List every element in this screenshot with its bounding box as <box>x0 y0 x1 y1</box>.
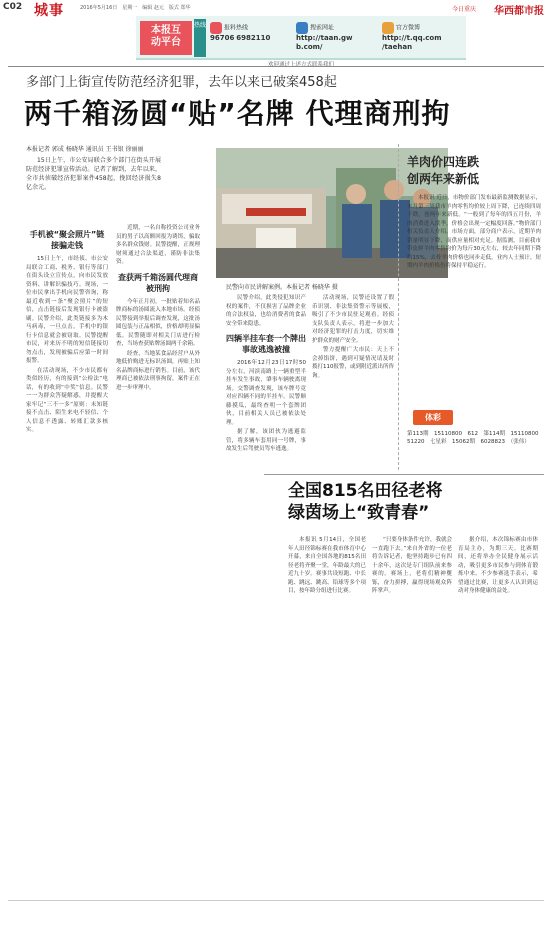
article-paragraph: 在活动现场，不少市民都有类似经历，有的接到“公检法”电话，有的收到“中奖”信息。民警一一为群众答疑解惑，并提醒大家牢记“三不一多”原则：未知链接不点击、陌生来电不轻信、个人信息不透露、转账汇款多核实。 <box>26 367 108 433</box>
article-column-1 <box>26 224 108 470</box>
article-paragraph: 2016年12月23日17时50分左右，河滨南路上一辆重型半挂车发生事故，肇事车辆驶离现场。交警调查发现，该车牌号竟对应四辆不同的半挂车。民警顺藤摸瓜，最终查明一个套牌团伙，目前相关人员已被依法处理。 <box>226 360 306 426</box>
channel-name: 搜索网址 <box>310 24 335 32</box>
article-paragraph: 15日上午，市经侦、市公安局联合工商、税务、银行等部门在街头设立宣传点，向市民发放资料、讲解识骗技巧。现场，一位市民拿出手机向民警咨询，称最近收到一条“聚会照片”的短信，点击链接后发现银行卡被盗刷。民警介绍，此类链接多为木马病毒，一旦点击，手机中的银行卡信息就会被窃取。民警提醒市民，对来历不明的短信链接切勿点击，发现被骗后应第一时间报警。 <box>26 256 108 364</box>
sidebar-title-line: 羊肉价四连跌 <box>407 155 480 169</box>
hotline-tag: 热线 <box>194 19 206 57</box>
interaction-banner <box>136 16 466 68</box>
lower-headline-line: 绿茵场上“致青春” <box>288 503 430 523</box>
masthead <box>0 0 550 19</box>
lower-column-2 <box>372 536 452 712</box>
section-title: 城事 <box>34 3 64 19</box>
article-paragraph: “只要身体条件允许，我就会一直跑下去。”来自外省的一位老将告诉记者，他坚持跑步已有四十余年，这次是专门组队前来参赛的。赛场上，老将们精神矍铄，奋力拼搏，赢得现场观众阵阵掌声。 <box>372 537 452 594</box>
channel-extra: /taehan <box>382 43 413 51</box>
channel-name: 官方微博 <box>396 24 421 32</box>
subhead: 手机被“聚会照片”链接骗走钱 <box>29 230 105 250</box>
globe-icon <box>296 22 308 34</box>
article-column-3 <box>226 294 306 470</box>
banner-title-line: 动平台 <box>151 37 181 48</box>
lower-column-3 <box>458 536 538 712</box>
sidebar-title-line: 创两年来新低 <box>407 172 480 186</box>
phone-icon <box>210 22 222 34</box>
article-paragraph: 本报讯 5月14日，全国老年人田径锦标赛在我市体育中心开幕，来自全国各地的815名田径老将齐聚一堂，年龄最大的已近九十岁。赛事共设短跑、中长跑、跳远、跳高、铅球等多个项目，按年龄分组进行比赛。 <box>288 537 366 594</box>
article-paragraph: 民警介绍，此类侵犯知识产权的案件，不仅损害了品牌企业的合法权益，也给消费者的食品安全带来隐患。 <box>226 295 306 327</box>
newspaper-logo: 华西都市报 <box>494 6 544 17</box>
byline: 本报记者 郭成 杨晓华 通讯员 王书银 徐丽丽 <box>26 146 144 153</box>
channel-extra: 6982110 <box>236 34 271 42</box>
lower-headline <box>288 480 443 524</box>
date-line: 2016年5月16日 星期一 编辑 赵元 版式 郑华 <box>80 5 191 11</box>
article-column-4 <box>312 294 394 470</box>
main-headline: 两千箱汤圆“贴”名牌 代理商刑拘 <box>24 97 451 130</box>
divider <box>8 900 544 901</box>
article-column-2 <box>116 224 200 470</box>
lower-headline-line: 全国815名田径老将 <box>288 481 443 501</box>
channel-web[interactable] <box>296 22 374 54</box>
channel-phone[interactable] <box>210 22 288 54</box>
banner-title <box>140 21 192 55</box>
article-paragraph: 经查，当地某食品经营户从外地低价购进无标识汤圆，再贴上知名品牌商标进行销售。目前，该代理商已被依法刑事拘留，案件正在进一步审理中。 <box>116 350 200 391</box>
photo-caption: 民警向市民讲解案例。本报记者 杨晓华 摄 <box>226 284 338 291</box>
lead-paragraph <box>26 156 161 218</box>
lottery-badge: 体彩 <box>413 410 453 425</box>
article-paragraph: 活动现场，民警还设置了假币识别、非法集资警示等展板，吸引了不少市民驻足观看。经侦支队负责人表示，将进一步加大对经济犯罪的打击力度，切实维护群众的财产安全。 <box>312 295 394 344</box>
lottery-results: 第113期 15110800 612 第114期 15110800 51220 七星彩 15062期 6028823 （张伟） <box>407 431 544 445</box>
weibo-icon <box>382 22 394 34</box>
divider <box>264 474 544 475</box>
article-paragraph: 据介绍，本次锦标赛由市体育局主办，为期三天。比赛期间，还将举办全民健身展示活动，吸引更多市民参与到体育锻炼中来。不少参赛选手表示，希望通过比赛，让更多人认识到运动对身体健康的益处。 <box>458 537 538 594</box>
channel-number: http://t.qq.com <box>382 34 442 42</box>
sidebar-story <box>398 144 546 470</box>
channel-name: 报料热线 <box>224 24 249 32</box>
channel-number: 96706 <box>210 34 235 42</box>
channel-extra: b.com/ <box>296 43 323 51</box>
headline-kicker: 多部门上街宣传防范经济犯罪，去年以来已破案458起 <box>26 75 337 90</box>
subhead: 查获两千箱汤圆代理商被刑拘 <box>118 272 198 293</box>
sidebar-title <box>407 154 479 188</box>
article-paragraph: 近期，一名自称投资公司业务员的男子以高额回报为诱饵，骗取多名群众钱财。民警提醒，正规理财须通过合法渠道，谨防非法集资。 <box>116 225 200 265</box>
sidebar-body <box>407 194 541 404</box>
article-paragraph: 据了解，该团伙为逃避监管，将多辆车套用同一号牌，事故发生后驾驶员驾车逃逸。 <box>226 429 306 452</box>
article-paragraph: 警方提醒广大市民：天上不会掉馅饼，遇到可疑情况请及时拨打110报警，或到附近派出所咨询。 <box>312 347 394 379</box>
page-number: C02 <box>3 2 23 12</box>
sidebar-paragraph: 本报讯 近日，市物价部门发布最新监测数据显示，本月第三周我市羊肉零售均价较上周下降，已连续四周下跌，创两年来新低。“一般到了每年的四五月份，羊肉消费进入淡季，价格会出现一定幅度回落。”物价部门相关负责人介绍。市场方面，部分商户表示，近期羊肉销量明显下降，而供应量相对充足。据监测，目前我市带皮鲜羊肉零售均价为每斤30元左右，较去年同期下降约15%，去骨羊肉价格也同步走低。业内人士预计，短期内羊肉价格仍将保持平稳运行。 <box>407 195 541 269</box>
banner-footer: 欢迎通过上述方式联系我们 <box>267 62 334 68</box>
article-paragraph: 今年正月初，一批贴着知名品牌商标的汤圆流入本地市场。经侦民警接到举报后调查发现，这批汤圆包装与正品相似，价格却明显偏低。民警随即对相关门店进行检查，当场查获贴牌汤圆两千余箱。 <box>116 298 200 347</box>
lead-text: 15日上午，市公安局联合多个部门在街头开展防范经济犯罪宣传活动。记者了解到，去年以来，全市共侦破经济犯罪案件458起，挽回经济损失8亿余元。 <box>26 157 161 191</box>
banner-title-line: 本报互 <box>151 25 181 36</box>
subhead: 四辆半挂车套一个牌出事故逃逸被撞 <box>226 334 306 354</box>
channel-weibo[interactable] <box>382 22 464 54</box>
lower-column-1 <box>288 536 366 712</box>
brand-tagline: 今日重庆 <box>451 6 476 13</box>
channel-number: http://taan.gw <box>296 34 353 42</box>
divider <box>8 66 544 67</box>
